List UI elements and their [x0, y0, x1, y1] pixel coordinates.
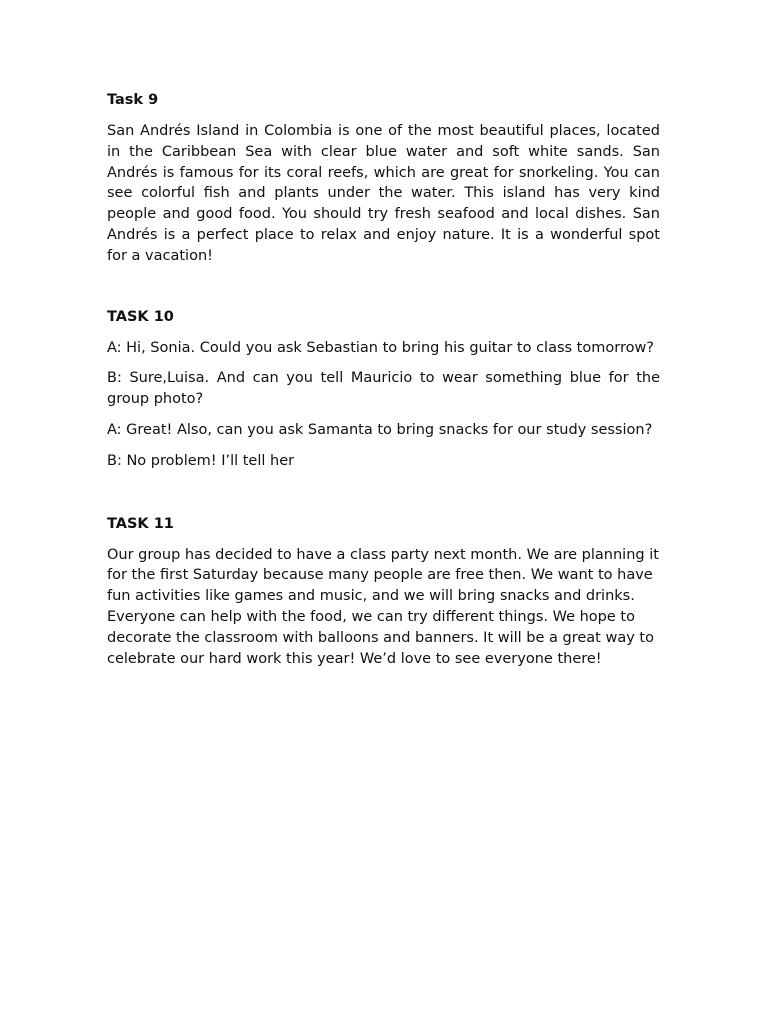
dialogue-line-2: B: Sure,Luisa. And can you tell Mauricio to wear something blue for the group photo? — [107, 370, 660, 408]
task-11-paragraph: Our group has decided to have a class party next month. We are planning it for the first Saturday because many people are free then. We want to have fun activities like games and music, and we will bring snacks and drinks. Everyone can help with the food, we can try different things. We hope to decorate the classroom with balloons and banners. It will be a great way to celebrate our hard work this year! We’d love to see everyone there! — [107, 546, 659, 668]
task-10-section — [107, 307, 660, 472]
task-11-section — [107, 514, 660, 670]
task-11-heading: TASK 11 — [107, 515, 174, 532]
dialogue-line-3: A: Great! Also, can you ask Samanta to bring snacks for our study session? — [107, 421, 653, 438]
dialogue-line-1: A: Hi, Sonia. Could you ask Sebastian to bring his guitar to class tomorrow? — [107, 339, 655, 356]
task-9-paragraph: San Andrés Island in Colombia is one of the most beautiful places, located in the Caribbean Sea with clear blue water and soft white sands. San Andrés is famous for its coral reefs, which are great for snorkeling. You can see colorful fish and plants under the water. This island has very kind people and good food. You should try fresh seafood and local dishes. San Andrés is a perfect place to relax and enjoy nature. It is a wonderful spot for a vacation! — [107, 123, 660, 264]
task-9-section — [107, 90, 660, 267]
task-10-heading: TASK 10 — [107, 308, 174, 325]
dialogue-line-4: B: No problem! I’ll tell her — [107, 452, 295, 469]
task-9-heading: Task 9 — [107, 92, 159, 108]
